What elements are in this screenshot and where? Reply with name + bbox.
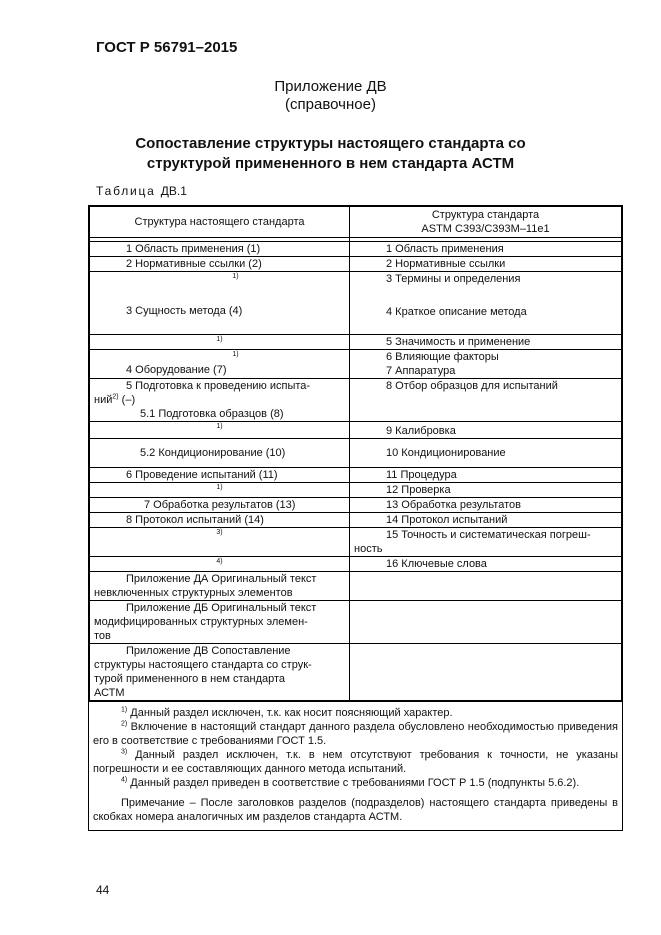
- table-row: [90, 557, 622, 572]
- table-row: [90, 350, 622, 379]
- right-cell-text: 15 Точность и систематическая погреш-: [386, 529, 591, 541]
- table-row: [90, 242, 622, 257]
- footnote-mark: 1): [232, 273, 239, 280]
- footnote-mark: 1): [216, 423, 223, 430]
- left-cell: [90, 350, 350, 379]
- left-cell-text: 4 Оборудование (7): [126, 364, 227, 376]
- left-cell-text: модифицированных структурных элемен-: [94, 616, 308, 628]
- right-cell: 14 Протокол испытаний: [350, 513, 622, 528]
- footnote-text: Данный раздел приведен в соответствие с требованиями ГОСТ Р 1.5 (подпункты 5.6.2).: [127, 777, 580, 789]
- right-cell: [350, 644, 622, 701]
- header-left: Структура настоящего стандарта: [90, 207, 350, 238]
- main-title-line1: Сопоставление структуры настоящего стандарта со: [135, 135, 526, 152]
- right-cell: [350, 528, 622, 557]
- footnote-mark: 4): [216, 558, 223, 565]
- left-cell: 1 Область применения (1): [90, 242, 350, 257]
- left-cell-text-part: ний: [94, 394, 113, 406]
- left-cell: [90, 272, 350, 335]
- left-cell-text: АСТМ: [94, 687, 125, 699]
- table-caption-number: ДВ.1: [160, 184, 187, 198]
- table-row: [90, 528, 622, 557]
- table-row: [90, 379, 622, 422]
- left-cell: 8 Протокол испытаний (14): [90, 513, 350, 528]
- table-row: [90, 335, 622, 350]
- left-cell: [90, 379, 350, 422]
- footnote-mark: 1): [216, 484, 223, 491]
- footnote: [93, 748, 618, 776]
- footnote-text: Включение в настоящий стандарт данного раздела обусловлено необходимостью приведения его в соответствие с требованиями ГОСТ 1.5.: [93, 721, 618, 747]
- footnote-ref: 1): [121, 706, 128, 714]
- left-cell-text: 3 Сущность метода (4): [126, 305, 243, 317]
- left-cell: 6 Проведение испытаний (11): [90, 468, 350, 483]
- right-cell-text: ность: [354, 543, 383, 555]
- left-cell-text: Приложение ДА Оригинальный текст: [126, 573, 317, 585]
- table-row: [90, 439, 622, 468]
- footnote-mark: 1): [232, 351, 239, 358]
- left-cell-text: тов: [94, 630, 111, 642]
- left-cell: 2 Нормативные ссылки (2): [90, 257, 350, 272]
- table-row: [90, 572, 622, 601]
- table-row: [90, 422, 622, 439]
- document-code: ГОСТ Р 56791–2015: [96, 39, 238, 56]
- right-cell: 11 Процедура: [350, 468, 622, 483]
- right-cell-text: 3 Термины и определения: [386, 273, 521, 285]
- main-title: [0, 134, 661, 174]
- right-cell: 2 Нормативные ссылки: [350, 257, 622, 272]
- table-row: [90, 483, 622, 498]
- footnote-text: Данный раздел исключен, т.к. в нем отсутствуют требования к точности, не указаны погрешности и ее составляющих данного метода испытаний.: [93, 749, 618, 775]
- table-row: [90, 601, 622, 644]
- left-cell: [90, 422, 350, 439]
- left-cell-text: Приложение ДБ Оригинальный текст: [126, 602, 317, 614]
- table-row: [90, 644, 622, 701]
- footnote-mark: 1): [216, 336, 223, 343]
- table-row: [90, 513, 622, 528]
- left-cell: [90, 335, 350, 350]
- left-cell: [90, 601, 350, 644]
- left-cell-text: Приложение ДВ Сопоставление: [126, 645, 291, 657]
- right-cell: 9 Калибровка: [350, 422, 622, 439]
- table-footnotes: [88, 702, 623, 831]
- footnote: [93, 720, 618, 748]
- right-cell: 1 Область применения: [350, 242, 622, 257]
- left-cell-text: структуры настоящего стандарта со струк-: [94, 659, 312, 671]
- right-cell: 12 Проверка: [350, 483, 622, 498]
- left-cell-text-part: (–): [118, 394, 136, 406]
- left-cell: [90, 644, 350, 701]
- right-cell: [350, 601, 622, 644]
- left-cell-text: 5 Подготовка к проведению испыта-: [126, 380, 311, 392]
- right-cell: 5 Значимость и применение: [350, 335, 622, 350]
- right-cell-text: 7 Аппаратура: [386, 365, 456, 377]
- left-cell-text: невключенных структурных элементов: [94, 587, 293, 599]
- table-header-row: [90, 207, 622, 238]
- left-cell: [90, 557, 350, 572]
- main-title-line2: структурой примененного в нем стандарта АСТМ: [146, 155, 515, 172]
- left-cell-text: [94, 393, 345, 407]
- footnote-ref: 3): [121, 748, 128, 756]
- left-cell: [90, 483, 350, 498]
- right-cell: 10 Кондиционирование: [350, 439, 622, 468]
- table-row: [90, 257, 622, 272]
- table-caption: [96, 184, 187, 198]
- left-cell-text: турой примененного в нем стандарта: [94, 673, 286, 685]
- footnote-ref: 4): [121, 776, 128, 784]
- right-cell: 16 Ключевые слова: [350, 557, 622, 572]
- right-cell-text: 6 Влияющие факторы: [386, 351, 499, 363]
- left-cell-text: 5.1 Подготовка образцов (8): [140, 408, 284, 420]
- comparison-table: [88, 205, 623, 702]
- right-cell: 8 Отбор образцов для испытаний: [350, 379, 622, 422]
- right-cell: [350, 272, 622, 335]
- right-cell-text: 4 Краткое описание метода: [386, 306, 527, 318]
- left-cell: [90, 572, 350, 601]
- table-row: [90, 468, 622, 483]
- table-caption-word: Таблица: [96, 184, 156, 198]
- left-cell: 5.2 Кондиционирование (10): [90, 439, 350, 468]
- footnote-ref: 2): [112, 393, 119, 401]
- page-number: 44: [96, 883, 110, 897]
- footnote-text: Данный раздел исключен, т.к. как носит поясняющий характер.: [127, 707, 453, 719]
- right-cell: 13 Обработка результатов: [350, 498, 622, 513]
- footnote: [93, 706, 618, 720]
- left-cell: 7 Обработка результатов (13): [90, 498, 350, 513]
- footnote: [93, 776, 618, 790]
- table-remark: Примечание – После заголовков разделов (подразделов) настоящего стандарта приведены в скобках номера аналогичных им разделов стандарта АСТМ.: [93, 797, 618, 823]
- footnote-ref: 2): [121, 720, 128, 728]
- header-right-line1: Структура стандарта: [431, 209, 540, 221]
- right-cell: [350, 350, 622, 379]
- left-cell: [90, 528, 350, 557]
- appendix-title: Приложение ДВ: [274, 78, 387, 95]
- right-cell: [350, 572, 622, 601]
- table-row: [90, 272, 622, 335]
- footnote-mark: 3): [216, 529, 223, 536]
- header-right: [350, 207, 622, 238]
- header-right-line2: ASTM С393/С393М–11е1: [421, 223, 550, 235]
- table-row: [90, 498, 622, 513]
- appendix-subtitle: (справочное): [285, 96, 376, 113]
